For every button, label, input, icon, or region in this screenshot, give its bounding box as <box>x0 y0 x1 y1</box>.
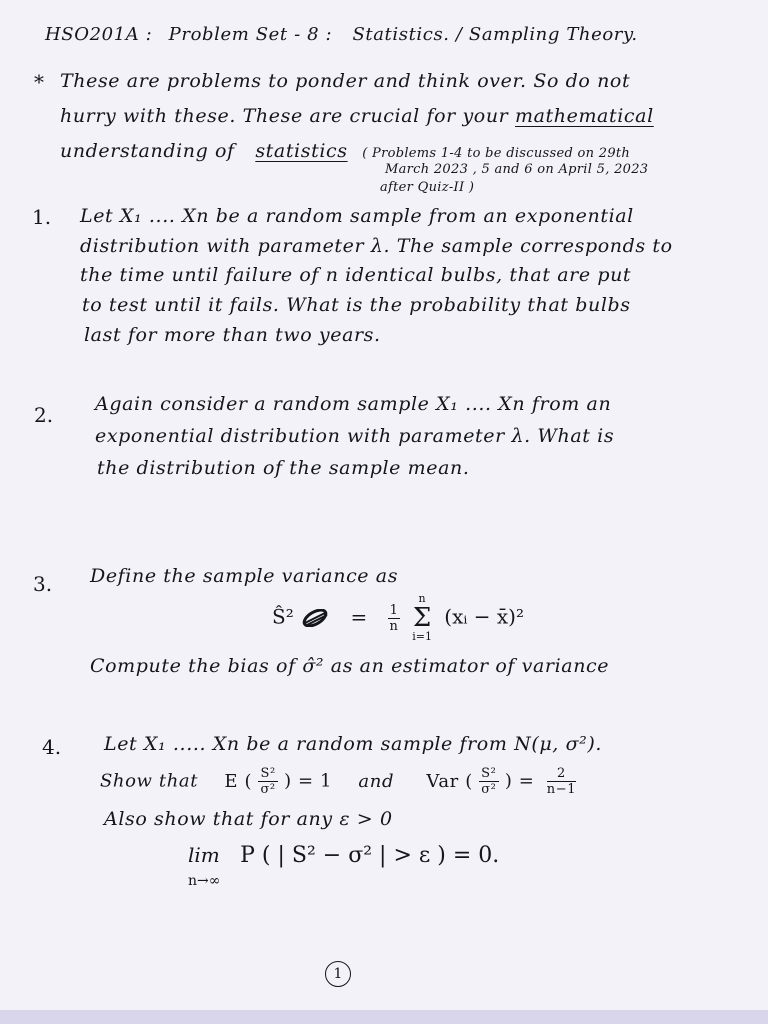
limit-lim: lim <box>188 843 220 867</box>
formula-term: (xᵢ − x̄)² <box>444 604 524 629</box>
note-line-2 <box>60 105 654 127</box>
variance-fraction <box>479 766 498 797</box>
schedule-line-3: after Quiz-II ) <box>380 180 475 195</box>
variance-fraction-top: S² <box>481 766 497 781</box>
variance-close: ) = <box>504 770 535 792</box>
expectation-open: E ( <box>224 770 253 792</box>
formula-fraction <box>388 603 400 634</box>
variance-fraction-bottom: σ² <box>481 782 497 797</box>
note-line-3-text: understanding of <box>60 140 235 162</box>
formula-lhs: Ŝ² <box>272 604 294 629</box>
course-code: HSO201A : <box>45 24 153 45</box>
emphasis-statistics: statistics <box>255 140 348 162</box>
problem-1-line-3: the time until failure of n identical bulbs, that are put <box>80 264 632 286</box>
limit-expression <box>188 843 499 868</box>
expectation-fraction <box>258 766 277 797</box>
problem-3-line-2: Compute the bias of σ̂² as an estimator of variance <box>90 655 610 677</box>
problem-3-line-1: Define the sample variance as <box>90 565 399 587</box>
note-line-3 <box>60 140 630 162</box>
formula-fraction-bottom: n <box>389 618 398 634</box>
limit-probability: P ( | S² − σ² | > ε ) = 0. <box>240 843 500 868</box>
note-line-2-text: hurry with these. These are crucial for your <box>60 105 509 127</box>
problem-1-line-2: distribution with parameter λ. The sample corresponds to <box>80 235 673 257</box>
problem-set-title: Problem Set - 8 : <box>168 24 333 45</box>
problem-4-line-1: Let X₁ ..... Xn be a random sample from N(μ, σ²). <box>104 733 603 755</box>
problem-1-line-4: to test until it fails. What is the probability that bulbs <box>82 294 631 316</box>
formula-equals: = <box>350 604 368 629</box>
topic-title: Statistics. / Sampling Theory. <box>352 24 638 45</box>
problem-1-number: 1. <box>32 205 52 229</box>
limit-subscript: n→∞ <box>188 873 221 889</box>
note-line-1: These are problems to ponder and think over. So do not <box>60 70 631 92</box>
schedule-note: ( Problems 1-4 to be discussed on 29th <box>362 146 631 161</box>
variance-result-bottom: n−1 <box>546 782 577 797</box>
formula-summation <box>412 592 432 644</box>
problem-3-number: 3. <box>33 572 53 596</box>
page-number: 1 <box>325 961 351 987</box>
problem-1-line-5: last for more than two years. <box>84 324 381 346</box>
problem-2-line-3: the distribution of the sample mean. <box>97 457 470 479</box>
and-label: and <box>358 770 395 792</box>
summation-lower-limit: i=1 <box>412 630 432 643</box>
variance-result-top: 2 <box>547 766 576 782</box>
expectation-close: ) = 1 <box>284 770 333 792</box>
expectation-fraction-bottom: σ² <box>260 782 276 797</box>
problem-1-line-1: Let X₁ .... Xn be a random sample from an exponential <box>80 205 634 227</box>
problem-2-line-2: exponential distribution with parameter λ. What is <box>95 425 615 447</box>
show-that-label: Show that <box>100 770 199 792</box>
sample-variance-formula <box>272 592 524 644</box>
variance-open: Var ( <box>426 770 473 792</box>
problem-2-number: 2. <box>34 403 54 427</box>
problem-4-number: 4. <box>42 735 62 759</box>
problem-4-show-line <box>100 766 576 797</box>
summation-upper-limit: n <box>418 592 426 605</box>
problem-2-line-1: Again consider a random sample X₁ .... Xn from an <box>95 393 612 415</box>
scribble-mark <box>300 609 330 627</box>
summation-symbol: Σ <box>412 603 432 633</box>
formula-fraction-top: 1 <box>389 602 398 618</box>
expectation-fraction-top: S² <box>260 766 276 781</box>
schedule-line-2: March 2023 , 5 and 6 on April 5, 2023 <box>385 162 649 177</box>
note-bullet: * <box>34 70 45 94</box>
emphasis-mathematical: mathematical <box>514 105 654 127</box>
problem-4-line-2: Also show that for any ε > 0 <box>104 808 393 830</box>
header-line <box>45 24 638 45</box>
variance-result-fraction <box>547 766 576 797</box>
